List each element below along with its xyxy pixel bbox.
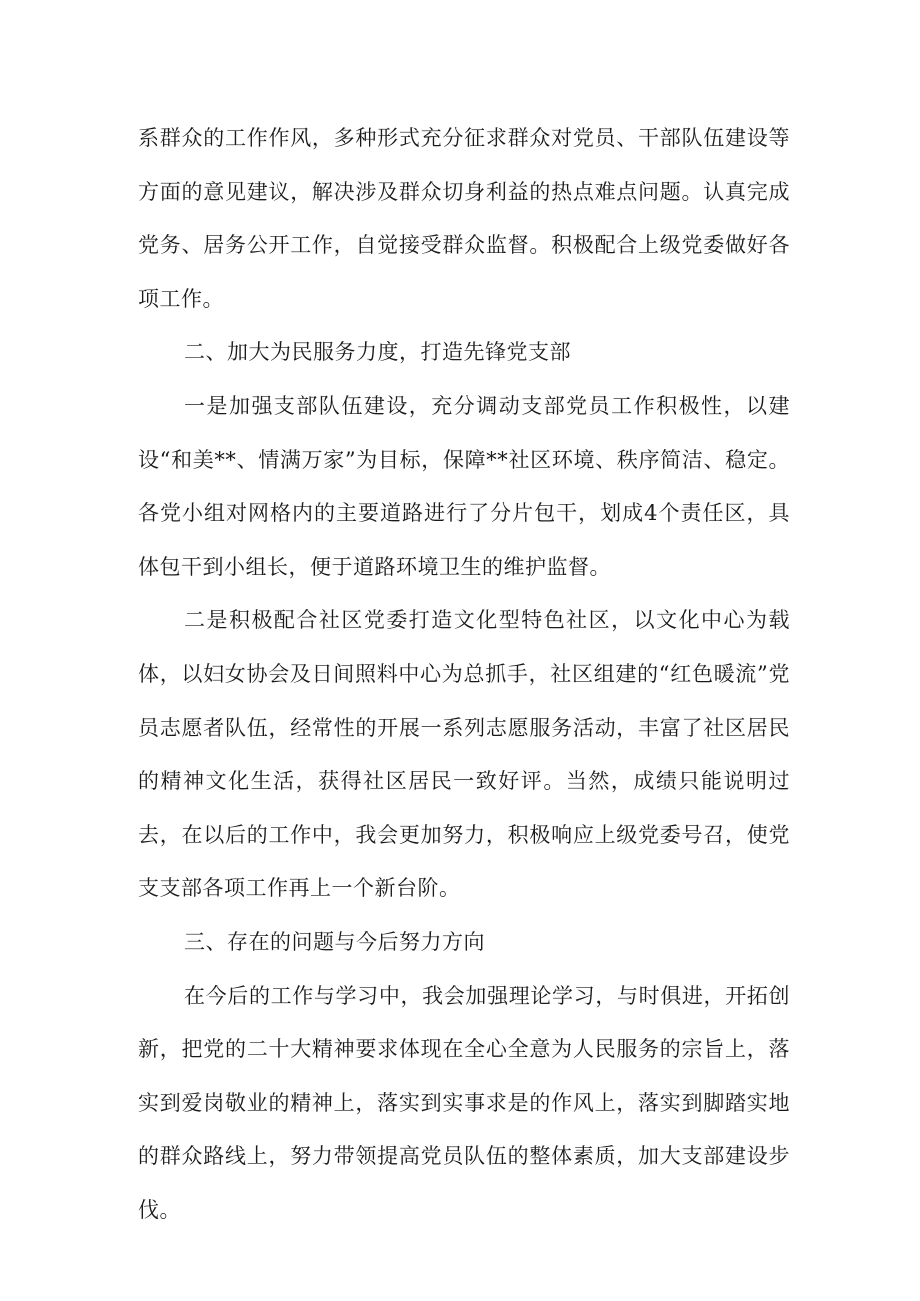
body-paragraph-3: 二是积极配合社区党委打造文化型特色社区，以文化中心为载体，以妇女协会及日间照料中心为总抓手，社区组建的“红色暖流”党员志愿者队伍，经常性的开展一系列志愿服务活动，丰富了社区居民的精神文化生活，获得社区居民一致好评。当然，成绩只能说明过去，在以后的工作中，我会更加努力，积极响应上级党委号召，使党支支部各项工作再上一个新台阶。	[138, 608, 790, 901]
document-page	[138, 112, 790, 1237]
section-heading-3: 三、存在的问题与今后努力方向	[184, 929, 485, 954]
body-paragraph-4: 在今后的工作与学习中，我会加强理论学习，与时俱进，开拓创新，把党的二十大精神要求体现在全心全意为人民服务的宗旨上，落实到爱岗敬业的精神上，落实到实事求是的作风上，落实到脚踏实地的群众路线上，努力带领提高党员队伍的整体素质，加大支部建设步伐。	[138, 983, 790, 1222]
body-paragraph-2: 一是加强支部队伍建设，充分调动支部党员工作积极性，以建设“和美**、情满万家”为目标，保障**社区环境、秩序简洁、稳定。各党小组对网格内的主要道路进行了分片包干，划成4个责任区，具体包干到小组长，便于道路环境卫生的维护监督。	[138, 393, 790, 579]
section-heading-2: 二、加大为民服务力度，打造先锋党支部	[184, 340, 571, 365]
body-paragraph-1: 系群众的工作作风，多种形式充分征求群众对党员、干部队伍建设等方面的意见建议，解决涉及群众切身利益的热点难点问题。认真完成党务、居务公开工作，自觉接受群众监督。积极配合上级党委做好各项工作。	[138, 126, 790, 311]
